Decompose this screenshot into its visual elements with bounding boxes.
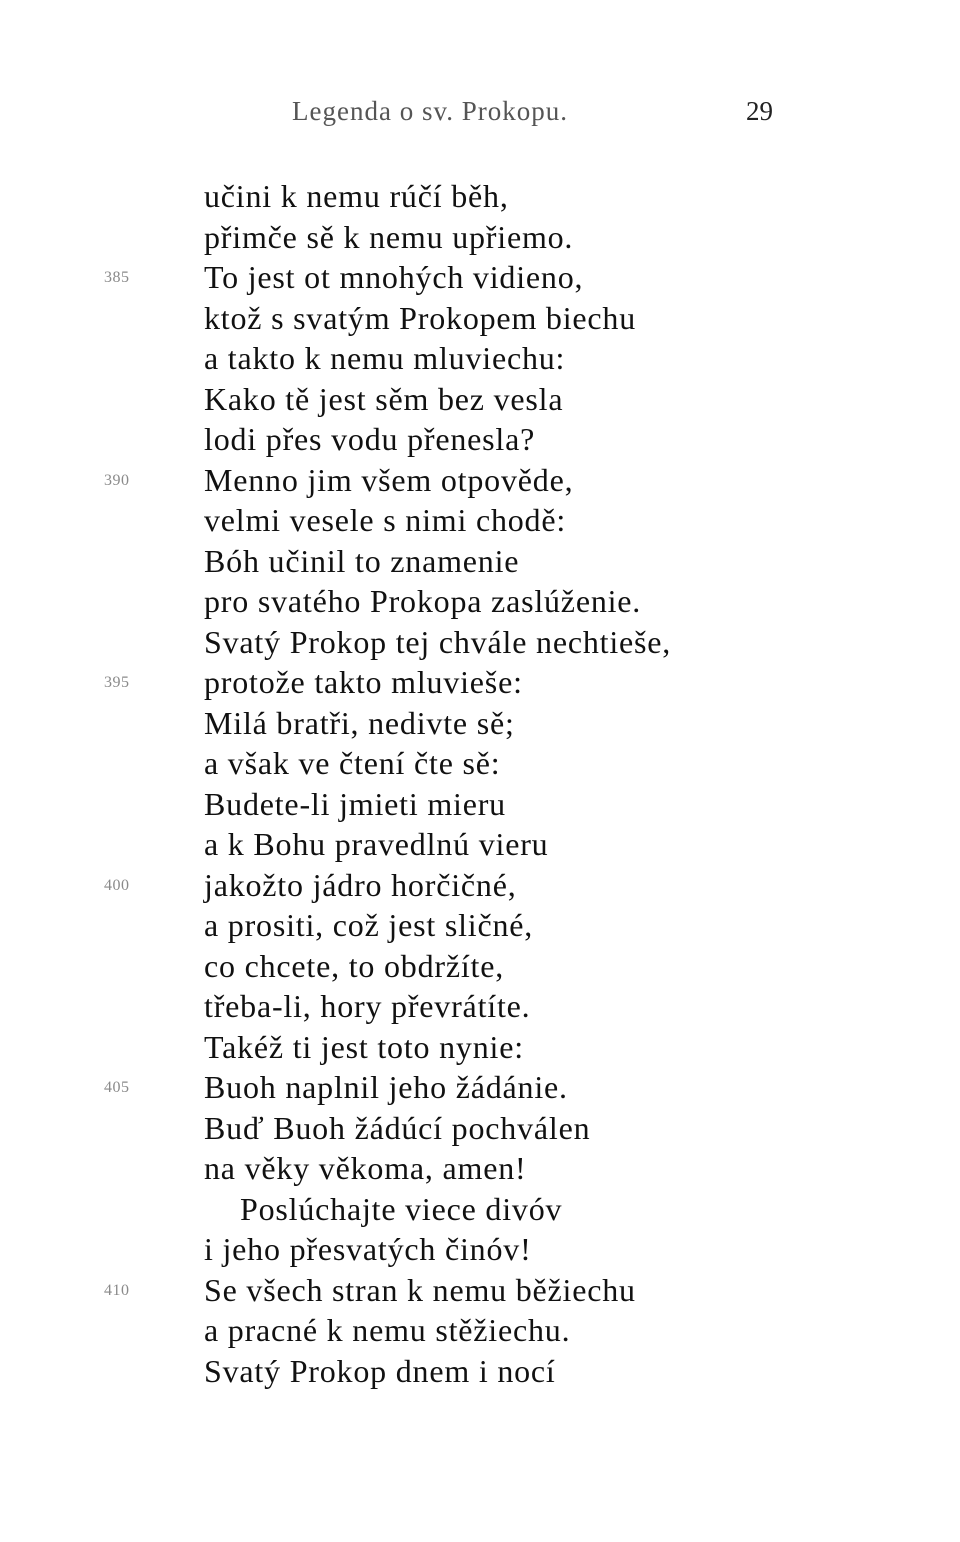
- verse-text: pro svatého Prokopa zaslúženie.: [204, 583, 642, 619]
- running-head: [0, 96, 960, 136]
- verse-line: [0, 1229, 960, 1270]
- verse-line: [0, 460, 960, 501]
- line-number: 410: [104, 1281, 130, 1299]
- verse-text: protože takto mluvieše:: [204, 664, 523, 700]
- verse-line: [0, 1189, 960, 1230]
- line-number: 390: [104, 471, 130, 489]
- verse-text: co chcete, to obdržíte,: [204, 947, 505, 984]
- verse-line: [0, 298, 960, 339]
- verse-line: [0, 1351, 960, 1392]
- verse-line: [0, 622, 960, 663]
- verse-text: Bóh učinil to znamenie: [204, 542, 520, 579]
- verse-text: a pracné k nemu stěžiechu.: [204, 1312, 571, 1348]
- verse-line: [0, 865, 960, 906]
- verse-line: [0, 1067, 960, 1108]
- verse-line: [0, 257, 960, 298]
- verse-text: jakožto jádro horčičné,: [204, 866, 517, 903]
- verse-line: [0, 784, 960, 825]
- verse-text: třeba-li, hory převrátíte.: [204, 988, 531, 1024]
- verse-line: [0, 824, 960, 865]
- verse-text: Budete-li jmieti mieru: [204, 785, 506, 822]
- verse-text: a prositi, což jest sličné,: [204, 907, 534, 943]
- verse-line: [0, 379, 960, 420]
- verse-line: [0, 541, 960, 582]
- verse-text: Poslúchajte viece divóv: [240, 1190, 563, 1227]
- page-number: 29: [746, 96, 773, 126]
- verse-line: [0, 743, 960, 784]
- verse-text: Menno jim všem otpověde,: [204, 461, 574, 498]
- verse-text: Buď Buoh žádúcí pochválen: [204, 1109, 591, 1146]
- verse-line: [0, 946, 960, 987]
- verse-text: Svatý Prokop dnem i nocí: [204, 1352, 556, 1389]
- line-number: 405: [104, 1079, 130, 1096]
- verse-text: Takéž ti jest toto nynie:: [204, 1028, 524, 1065]
- verse-text: Se všech stran k nemu běžiechu: [204, 1271, 636, 1308]
- verse-line: [0, 1148, 960, 1189]
- verse-block: [0, 176, 960, 1391]
- verse-text: Milá bratři, nedivte sě;: [204, 704, 515, 741]
- verse-line: [0, 500, 960, 541]
- verse-line: [0, 338, 960, 379]
- verse-line: [0, 1310, 960, 1351]
- verse-text: učini k nemu rúčí běh,: [204, 178, 509, 214]
- line-number: 385: [104, 269, 130, 286]
- verse-text: Buoh naplnil jeho žádánie.: [204, 1069, 568, 1105]
- verse-text: Kako tě jest sěm bez vesla: [204, 380, 564, 417]
- line-number: 395: [104, 674, 130, 691]
- line-number: 400: [104, 876, 130, 894]
- verse-line: [0, 1270, 960, 1311]
- verse-text: To jest ot mnohých vidieno,: [204, 259, 584, 295]
- verse-text: na věky věkoma, amen!: [204, 1150, 527, 1186]
- verse-line: [0, 703, 960, 744]
- verse-line: [0, 1027, 960, 1068]
- verse-text: ktož s svatým Prokopem biechu: [204, 299, 637, 336]
- verse-text: i jeho přesvatých činóv!: [204, 1231, 532, 1267]
- verse-text: velmi vesele s nimi chodě:: [204, 502, 567, 538]
- verse-text: lodi přes vodu přenesla?: [204, 421, 536, 457]
- verse-line: [0, 662, 960, 703]
- verse-line: [0, 419, 960, 460]
- verse-line: [0, 581, 960, 622]
- verse-line: [0, 905, 960, 946]
- verse-line: [0, 217, 960, 258]
- verse-text: a takto k nemu mluviechu:: [204, 340, 566, 376]
- verse-text: přimče sě k nemu upřiemo.: [204, 218, 574, 255]
- verse-text: a k Bohu pravedlnú vieru: [204, 826, 549, 862]
- verse-line: [0, 176, 960, 217]
- verse-text: Svatý Prokop tej chvále nechtieše,: [204, 623, 672, 660]
- verse-line: [0, 986, 960, 1027]
- verse-text: a však ve čtení čte sě:: [204, 745, 501, 781]
- running-title: Legenda o sv. Prokopu.: [292, 96, 568, 126]
- verse-line: [0, 1108, 960, 1149]
